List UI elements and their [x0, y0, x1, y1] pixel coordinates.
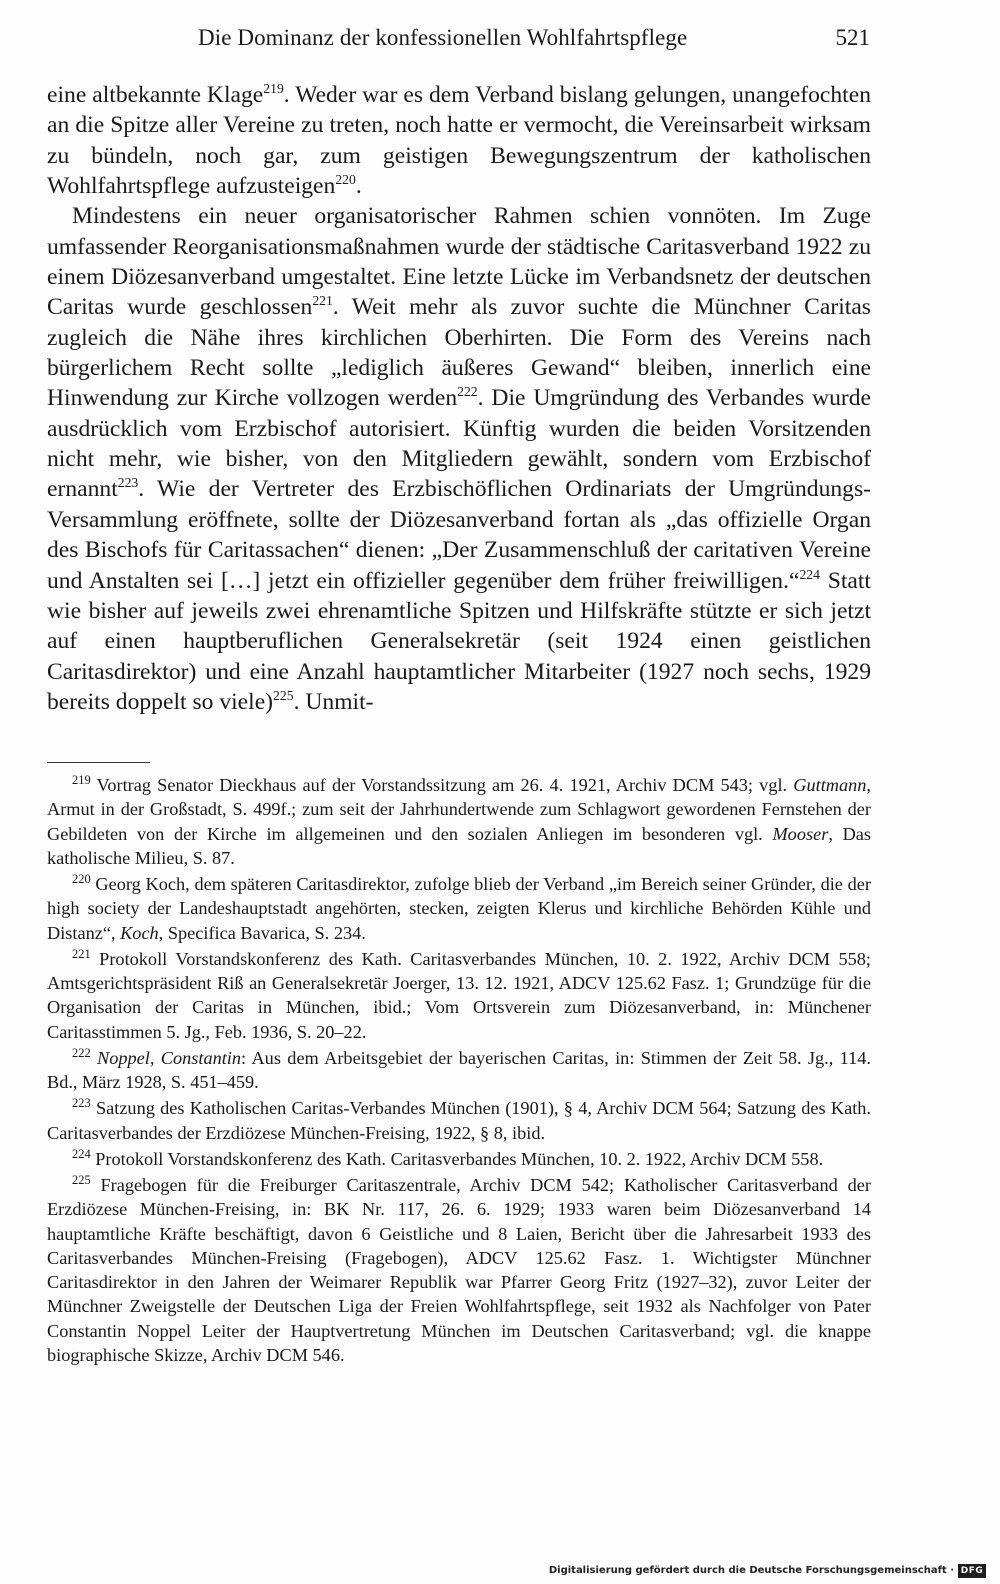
footnote-219: [47, 773, 871, 870]
italic-text: Guttmann: [793, 775, 867, 795]
text-run: . Wie der Vertreter des Erzbischöflichen Ordinariats der Umgründungs-Versammlung eröffnete, sollte der Diözesanverband fortan als „das offizielle Organ des Bischofs für Caritassachen“ dienen: „Der Zusammenschluß der caritativen Vereine und Anstalten sei […] jetzt ein offizieller gegenüber dem früher freiwilligen.“: [47, 476, 871, 594]
footnote-221: [47, 947, 871, 1044]
text-run: eine altbekannte Klage: [47, 82, 264, 108]
footnote-number: 223: [72, 1096, 91, 1111]
italic-text: Mooser: [772, 823, 829, 844]
footnote-reference: 224: [799, 566, 820, 582]
text-run: Mindestens ein neuer organisatorischer Rahmen schien vonnöten. Im Zuge umfassender Reorganisationsmaßnahmen wurde der städtische Caritasverband 1922 zu einem Diözesanverband umgestaltet. Eine letzte Lücke im Verbandsnetz der deutschen Caritas wurde geschlossen: [47, 203, 871, 321]
footnote-number: 225: [72, 1172, 91, 1187]
text-run: , Das katholische Milieu, S. 87.: [47, 823, 871, 868]
footnote-reference: 222: [457, 384, 478, 400]
text-run: : Aus dem Arbeitsgebiet der bayerischen Caritas, in: Stimmen der Zeit 58. Jg., 114. Bd., März 1928, S. 451–459.: [47, 1047, 871, 1092]
text-run: , Specifica Bavarica, S. 234.: [158, 922, 366, 943]
footnote-222: [47, 1046, 871, 1095]
text-run: Statt wie bisher auf jeweils zwei ehrenamtliche Spitzen und Hilfskräfte stützte er sich jetzt auf einen hauptberuflichen Generalsekretär (seit 1924 einen geistlichen Caritasdirektor) und eine Anzahl hauptamtlicher Mitarbeiter (1927 noch sechs, 1929 bereits doppelt so viele): [47, 567, 871, 715]
digitization-note: Digitalisierung gefördert durch die Deutsche Forschungsgemeinschaft ·: [548, 1565, 954, 1576]
text-run: Fragebogen für die Freiburger Caritaszentrale, Archiv DCM 542; Katholischer Caritasverband der Erzdiözese München-Freising, in: BK Nr. 117, 26. 6. 1929; 1933 waren beim Diözesanverband 14 hauptamtliche Kräfte beschäftigt, davon 6 Geistliche und 8 Laien, Bericht über die Jahresarbeit 1933 des Caritasverbandes München-Freising (Fragebogen), ADCV 125.62 Fasz. 1. Wichtigster Münchner Caritasdirektor in den Jahren der Weimarer Republik war Pfarrer Georg Fritz (1927–32), zuvor Leiter der Münchner Zweigstelle der Deutschen Liga der Freien Wohlfahrtspflege, seit 1932 als Nachfolger von Pater Constantin Noppel Leiter der Hauptvertretung München im Deutschen Caritasverband; vgl. die knappe biographische Skizze, Archiv DCM 546.: [47, 1175, 871, 1365]
dfg-logo: DFG: [958, 1564, 986, 1578]
body-paragraph: [47, 201, 871, 717]
running-title: Die Dominanz der konfessionellen Wohlfahrtspflege: [198, 25, 688, 50]
footnote-220: [47, 872, 871, 945]
footnote-223: [47, 1096, 871, 1145]
text-run: Satzung des Katholischen Caritas-Verbandes München (1901), § 4, Archiv DCM 564; Satzung des Kath. Caritasverbandes der Erzdiözese München-Freising, 1922, § 8, ibid.: [47, 1098, 871, 1143]
footnote-number: 222: [72, 1045, 91, 1060]
footnote-number: 224: [72, 1146, 91, 1161]
text-run: . Weit mehr als zuvor suchte die Münchner Caritas zugleich die Nähe ihres kirchlichen Oberhirten. Die Form des Vereins nach bürgerlichem Recht sollte „lediglich äußeres Gewand“ bleiben, innerlich eine Hinwendung zur Kirche vollzogen werden: [47, 294, 871, 412]
italic-text: Noppel, Constantin: [97, 1047, 242, 1068]
text-run: . Weder war es dem Verband bislang gelungen, unangefochten an die Spitze aller Vereine zu treten, noch hatte er vermocht, die Vereinsarbeit wirksam zu bündeln, noch gar, zum geistigen Bewegungszentrum der katholischen Wohlfahrtspflege aufzusteigen: [47, 82, 872, 200]
footnote-reference: 219: [263, 81, 284, 97]
footnote-divider: [47, 762, 150, 763]
text-run: Vortrag Senator Dieckhaus auf der Vorstandssitzung am 26. 4. 1921, Archiv DCM 543; vgl.: [96, 775, 794, 795]
text-run: .: [355, 173, 362, 200]
text-run: Georg Koch, dem späteren Caritasdirektor, zufolge blieb der Verband „im Bereich seiner Gründer, die der high society der Landeshauptstadt angehörten, stecken, zeigten Klerus und kirchliche Behörden Kühle und Distanz“,: [47, 874, 871, 943]
footnote-number: 219: [72, 772, 91, 787]
page-number: 521: [835, 25, 870, 50]
text-run: . Unmit-: [293, 688, 374, 715]
footnote-225: [47, 1173, 871, 1367]
text-run: . Die Umgründung des Verbandes wurde ausdrücklich vom Erzbischof autorisiert. Künftig wurden die beiden Vorsitzenden nicht mehr, wie bisher, von den Mitgliedern gewählt, sondern vom Erzbischof ernannt: [47, 385, 871, 503]
italic-text: Koch: [120, 922, 159, 943]
footnote-224: [47, 1147, 871, 1171]
text-run: Protokoll Vorstandskonferenz des Kath. Caritasverbandes München, 10. 2. 1922, Archiv DCM 558.: [95, 1148, 824, 1169]
footnote-reference: 220: [335, 172, 356, 188]
body-paragraph: [47, 80, 871, 201]
footnote-number: 220: [72, 871, 91, 886]
footnote-reference: 223: [117, 475, 139, 491]
footnotes-section: [47, 773, 871, 1369]
text-run: , Armut in der Großstadt, S. 499f.; zum seit der Jahrhundertwende zum Schlagwort gewordenen Fernstehen der Gebildeten von der Kirche im allgemeinen und den sozialen Anliegen im besonderen vgl.: [47, 775, 871, 844]
main-body-text: [47, 80, 871, 717]
text-run: Protokoll Vorstandskonferenz des Kath. Caritasverbandes München, 10. 2. 1922, Archiv DCM 558; Amtsgerichtspräsident Riß an Generalsekretär Joerger, 13. 12. 1921, ADCV 125.62 Fasz. 1; Grundzüge für die Organisation der Caritas in München, ibid.; Vom Ortsverein zum Diözesanverband, in: Münchener Caritasstimmen 5. Jg., Feb. 1936, S. 20–22.: [47, 948, 871, 1042]
footnote-number: 221: [72, 946, 91, 961]
footnote-reference: 225: [273, 688, 294, 704]
running-head: [198, 22, 870, 54]
footnote-reference: 221: [312, 293, 333, 309]
